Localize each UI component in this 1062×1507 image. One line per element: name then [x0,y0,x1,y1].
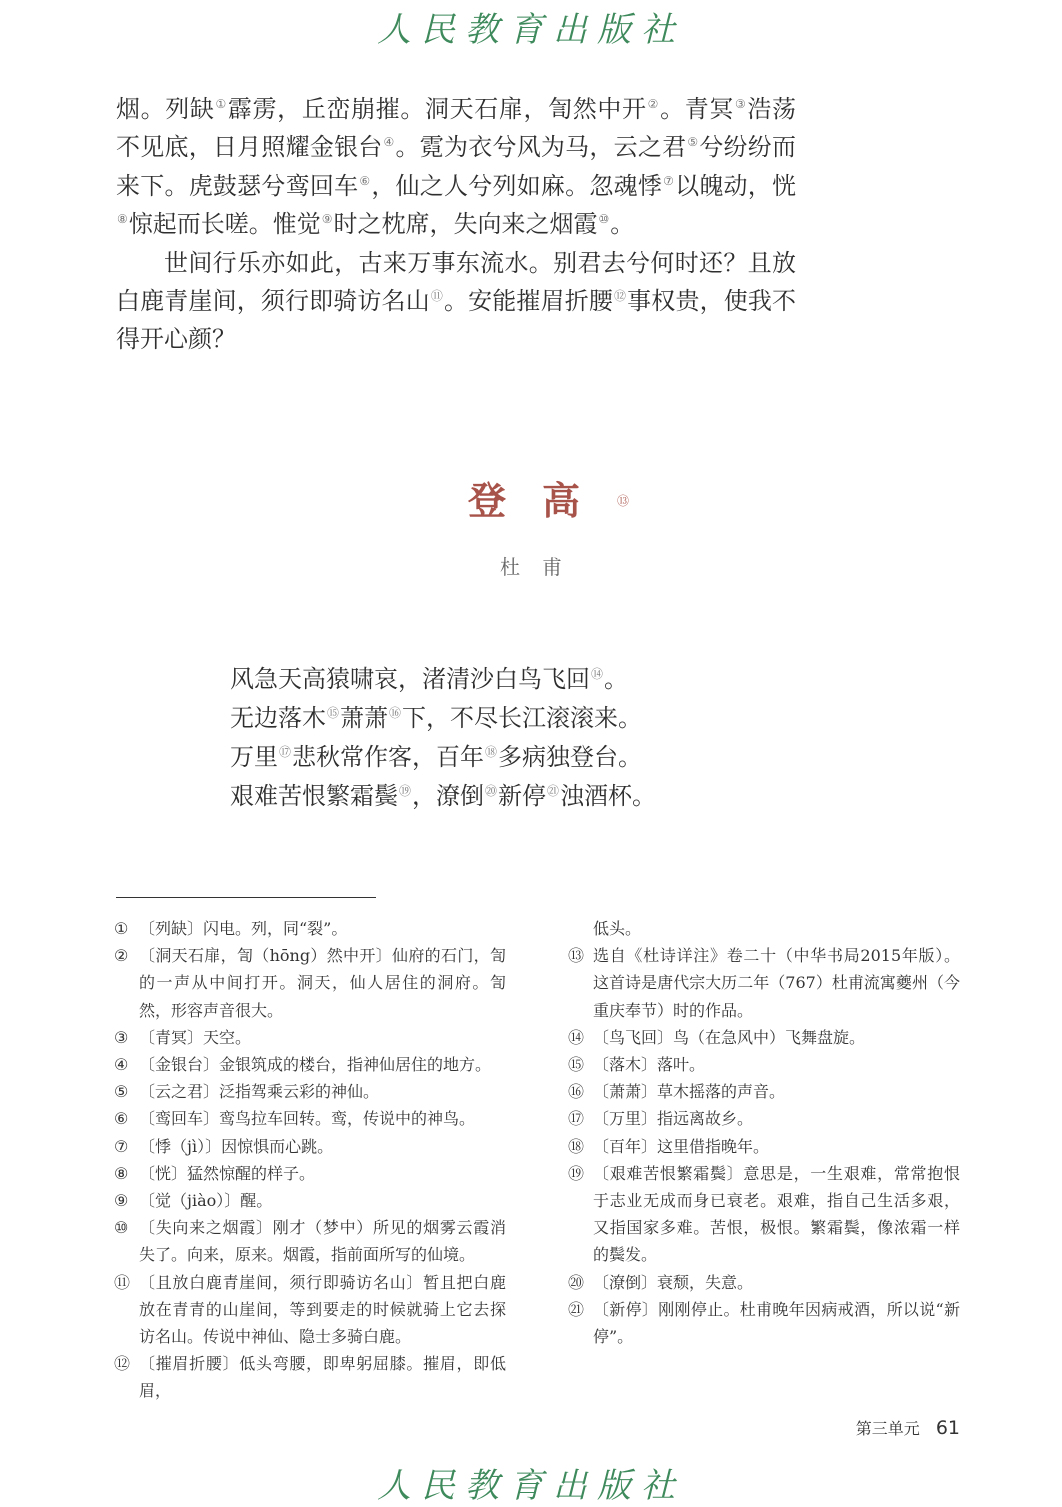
note-ref: ② [647,97,660,111]
footnote [568,1296,960,1350]
footnote-text: 〔金银台〕金银筑成的楼台，指神仙居住的地方。 [139,1055,492,1075]
footnote-text: 〔列缺〕闪电。列，同“裂”。 [139,919,348,938]
footnote [568,1269,960,1296]
footnote-text: 〔百年〕这里借指晚年。 [593,1136,770,1156]
publisher-footer: 人民教育出版社 [377,1466,685,1506]
footnote-text: 〔落木〕落叶。 [593,1055,706,1075]
note-ref: ⑱ [485,745,498,759]
footnote [568,1133,960,1160]
poem-author: 杜甫 [500,555,584,579]
footnote-number: ⑧ [114,1163,129,1183]
footnote-number: ③ [114,1027,129,1047]
prose-paragraph-2: 世间行乐亦如此，古来万事东流水。别君去兮何时还？且放白鹿青崖间，须行即骑访名山⑪。安能摧眉折腰⑫事权贵，使我不得开心颜？ [116,248,797,354]
note-ref: ⑭ [591,667,604,681]
note-ref: ⑯ [389,706,402,720]
footnote-text: 〔失向来之烟霞〕刚才（梦中）所见的烟雾云霞消失了。向来，原来。烟霞，指前面所写的仙境。 [139,1218,506,1265]
footnote [114,1133,506,1160]
footnote-number: ① [114,919,129,938]
footnote-number: ⑫ [114,1354,131,1374]
footnote [114,1350,506,1404]
footnote [568,1024,960,1051]
poem-line: 风急天高猿啸哀，渚清沙白鸟飞回⑭。 [230,665,629,693]
note-ref: ⑮ [327,706,340,720]
footnote-text: 〔觉（jiào）〕醒。 [139,1191,273,1211]
footnote [114,1269,506,1351]
note-ref: ⑲ [399,784,412,798]
note-ref: ⑧ [117,212,128,227]
footnote [568,942,960,1024]
note-ref: ⑰ [279,745,292,759]
footnote-number: ⑳ [568,1272,585,1292]
footnote [114,1078,506,1105]
note-ref: ③ [734,97,747,111]
poem-line: 艰难苦恨繁霜鬓⑲，潦倒⑳新停$^㉑$浊酒杯。 [230,782,657,810]
footnote [114,915,506,942]
footnote-text: 选自《杜诗详注》卷二十（中华书局2015年版）。这首诗是唐代宗大历二年（767）杜甫流寓夔州（今重庆奉节）时的作品。 [593,946,960,1020]
footnote-number: ⑱ [568,1136,585,1156]
footnote-text: 〔青冥〕天空。 [139,1027,252,1047]
footnote-text: 〔万里〕指远离故乡。 [593,1109,754,1129]
footnote-number: ⑰ [568,1109,585,1129]
unit-label: 第三单元 [855,1419,920,1438]
note-ref: ⑦ [663,173,675,188]
footnote-number: ⑯ [568,1082,585,1102]
footnote [114,1187,506,1214]
footnote-divider [116,897,376,898]
note-ref: ⑥ [359,173,371,188]
poem-line: 万里⑰悲秋常作客，百年⑱多病独登台。 [230,743,643,771]
prose-excerpt [116,90,796,359]
note-ref: ⑪ [430,289,443,304]
note-ref: ㉑ [547,784,560,798]
page-number: 61 [935,1417,960,1439]
prose-paragraph-1: 烟。列缺①霹雳，丘峦崩摧。洞天石扉，訇然中开②。青冥③浩荡不见底，日月照耀金银台④。霓为衣兮风为马，云之君⑤兮纷纷而来下。虎鼓瑟兮鸾回车⑥，仙之人兮列如麻。忽魂悸⑦以魄动，恍⑧惊起而长嗟。惟觉⑨时之枕席，失向来之烟霞⑩。 [116,95,797,239]
footnote [114,1051,506,1078]
note-ref: ⑩ [598,212,610,227]
poem-title [0,470,1062,525]
footnote-text: 〔萧萧〕草木摇落的声音。 [593,1082,786,1102]
footnote-text: 〔艰难苦恨繁霜鬓〕意思是，一生艰难，常常抱恨于志业无成而身已衰老。艰难，指自己生活多艰，又指国家多难。苦恨，极恨。繁霜鬓，像浓霜一样的鬓发。 [593,1163,960,1265]
note-ref: ④ [383,135,395,150]
footnote-number: ⑨ [114,1191,129,1211]
publisher-header: 人民教育出版社 [377,10,685,50]
poem-title-text: 登高 [467,478,616,523]
footnote [114,942,506,1024]
note-ref: ⑫ [614,289,627,304]
poem-title-note-ref: ⑬ [617,494,630,508]
footnote [568,1078,960,1105]
footnote-text: 〔洞天石扉，訇（hōng）然中开〕仙府的石门，訇的一声从中间打开。洞天，仙人居住的洞府。訇然，形容声音很大。 [139,946,506,1020]
footnote-number: ④ [114,1055,129,1075]
footnote-number: ⑭ [568,1027,585,1047]
footnote-number: ⑥ [114,1109,129,1129]
note-ref: ⑨ [321,212,333,227]
footnote-text: 〔鸾回车〕鸾鸟拉车回转。鸾，传说中的神鸟。 [139,1109,476,1129]
footnotes-left-column [114,915,506,1405]
footnote-text: 〔新停〕刚刚停止。杜甫晚年因病戒酒，所以说“新停”。 [593,1299,960,1347]
footnote [114,1160,506,1187]
page-footer [0,1416,960,1439]
footnote [114,1024,506,1051]
footnote-number: ⑤ [114,1082,129,1102]
footnote-number: ⑪ [114,1272,131,1292]
footnote-continuation: 低头。 [593,919,642,938]
footnote-number: ⑮ [568,1055,585,1075]
poem-line: 无边落木⑮萧萧⑯下，不尽长江滚滚来。 [230,704,643,732]
footnote-text: 〔摧眉折腰〕低头弯腰，即卑躬屈膝。摧眉，即低眉， [139,1354,506,1401]
footnote-number: ⑬ [568,946,585,966]
footnote [568,1160,960,1269]
footnote-number: ② [114,946,129,966]
footnote-text: 〔恍〕猛然惊醒的样子。 [139,1163,316,1183]
footnote [114,1214,506,1268]
footnotes-right-column [568,915,960,1350]
note-ref: ① [215,97,227,111]
footnote-text: 〔鸟飞回〕鸟（在急风中）飞舞盘旋。 [593,1027,866,1047]
footnote-number: ⑦ [114,1136,129,1156]
poem-body [230,660,656,816]
note-ref: ⑤ [687,135,699,150]
footnote-text: 〔悸（jì）〕因惊惧而心跳。 [139,1136,334,1156]
note-ref: ⑳ [485,784,498,798]
footnote-text: 〔且放白鹿青崖间，须行即骑访名山〕暂且把白鹿放在青青的山崖间，等到要走的时候就骑上它去探访名山。传说中神仙、隐士多骑白鹿。 [139,1272,506,1347]
footnote [114,1105,506,1132]
footnote-number: ⑩ [114,1218,129,1238]
footnote [568,1105,960,1132]
footnote [568,1051,960,1078]
footnote-number: ㉑ [568,1299,585,1319]
footnote-text: 〔潦倒〕衰颓，失意。 [593,1272,754,1292]
footnote-text: 〔云之君〕泛指驾乘云彩的神仙。 [139,1082,380,1102]
footnote-number: ⑲ [568,1163,585,1183]
